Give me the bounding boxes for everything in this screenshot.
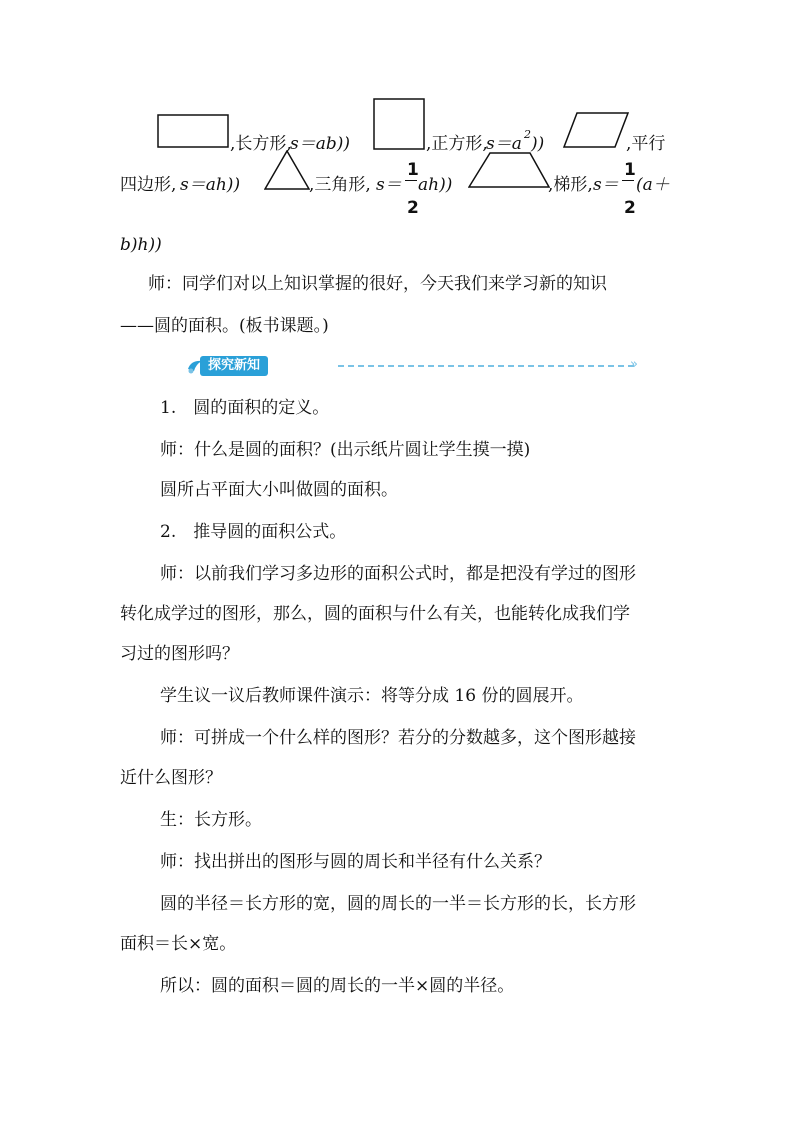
paragraph-question-shape-2: 近什么图形？ xyxy=(120,768,222,788)
rectangle-label: ,长方形, xyxy=(230,134,292,154)
paragraph-relation-1: 圆的半径＝长方形的宽，圆的周长的一半＝长方形的长，长方形 xyxy=(160,894,636,914)
paragraph-transform-2: 转化成学过的图形，那么，圆的面积与什么有关，也能转化成我们学 xyxy=(120,604,630,624)
paragraph-definition: 圆所占平面大小叫做圆的面积。 xyxy=(160,480,398,500)
paragraph-transform-1: 师：以前我们学习多边形的面积公式时，都是把没有学过的图形 xyxy=(160,564,636,584)
parallelogram-label-rest: 四边形, xyxy=(120,175,177,195)
paragraph-answer: 生：长方形。 xyxy=(160,810,262,830)
parallelogram-formula: s＝ah)) xyxy=(180,175,241,195)
trapezoid-formula-a: s＝ xyxy=(593,175,619,195)
rectangle-shape-icon xyxy=(157,114,229,148)
intro-line-1: 师：同学们对以上知识掌握的很好，今天我们来学习新的知识 xyxy=(148,274,607,294)
parallelogram-shape-icon xyxy=(563,112,629,148)
paragraph-transform-3: 习过的图形吗？ xyxy=(120,644,239,664)
triangle-label: ,三角形, xyxy=(309,175,371,195)
paragraph-question-definition: 师：什么是圆的面积？(出示纸片圆让学生摸一摸) xyxy=(160,440,531,460)
trapezoid-fraction-numerator: 1 xyxy=(624,160,636,180)
triangle-formula-a: s＝ xyxy=(376,175,402,195)
paragraph-relation-question: 师：找出拼出的图形与圆的周长和半径有什么关系？ xyxy=(160,852,551,872)
trapezoid-formula-end: b)h)) xyxy=(120,235,162,255)
square-formula-end: )) xyxy=(531,134,545,154)
triangle-fraction-numerator: 1 xyxy=(407,160,419,180)
intro-line-2: ——圆的面积。(板书课题。) xyxy=(120,316,329,336)
trapezoid-fraction-bar xyxy=(622,180,634,181)
paragraph-question-shape-1: 师：可拼成一个什么样的图形？若分的分数越多，这个图形越接 xyxy=(160,728,636,748)
paragraph-relation-2: 面积＝长×宽。 xyxy=(120,934,237,954)
triangle-shape-icon xyxy=(264,150,310,190)
paragraph-conclusion: 所以：圆的面积＝圆的周长的一半×圆的半径。 xyxy=(160,976,515,996)
section-header xyxy=(186,356,336,376)
square-formula: s＝a xyxy=(486,134,522,154)
paragraph-demo: 学生议一议后教师课件演示：将等分成 16 份的圆展开。 xyxy=(160,686,584,706)
square-exponent: 2 xyxy=(524,128,531,141)
square-shape-icon xyxy=(373,98,425,150)
rectangle-formula: s＝ab)) xyxy=(290,134,351,154)
double-chevron-icon: » xyxy=(630,357,638,372)
item-2-heading: 2. 推导圆的面积公式。 xyxy=(160,522,347,542)
square-label: ,正方形, xyxy=(426,134,488,154)
trapezoid-shape-icon xyxy=(468,152,550,188)
section-divider xyxy=(338,365,634,367)
item-1-heading: 1. 圆的面积的定义。 xyxy=(160,398,330,418)
triangle-fraction-bar xyxy=(405,180,417,181)
triangle-fraction-denominator: 2 xyxy=(407,198,419,218)
triangle-formula-b: ah)) xyxy=(418,175,453,195)
section-badge: 探究新知 xyxy=(200,356,268,376)
trapezoid-label: ,梯形, xyxy=(548,175,593,195)
parallelogram-label-start: ,平行 xyxy=(626,134,666,154)
trapezoid-fraction-denominator: 2 xyxy=(624,198,636,218)
trapezoid-formula-b: (a＋ xyxy=(636,175,670,195)
